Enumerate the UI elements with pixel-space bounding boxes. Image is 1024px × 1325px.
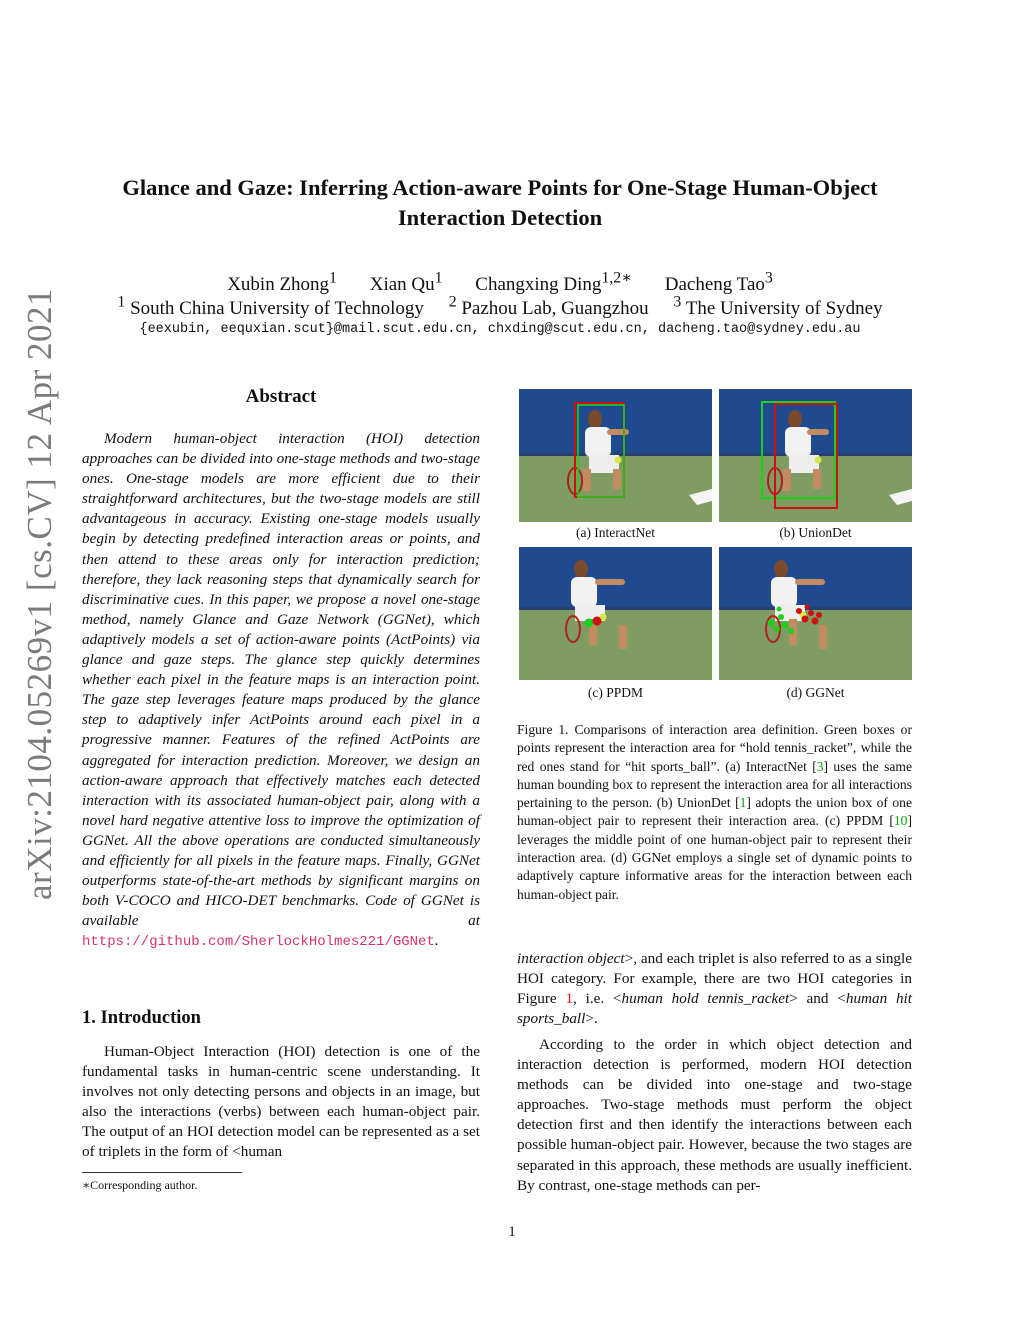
figure-caption: Figure 1. Comparisons of interaction area definition. Green boxes or points represent the interaction area for “hold tennis_racket”, while the red ones stand for “hit sports_ball”. (a) InteractNet [3] uses the same human bounding box to represent the interaction area for all interactions pertaining to the person. (b) UnionDet [1] adopts the union box of one human-object pair to represent their interaction area. (c) PPDM [10] leverages the middle point of one human-object pair to represent their interaction area. (d) GGNet employs a single set of dynamic points to adaptively capture informative areas for the interaction between each human-object pair.	[517, 722, 912, 902]
author: Xubin Zhong$^1$	[227, 270, 337, 296]
figure-panel-interactnet	[519, 389, 712, 522]
footnote: ∗Corresponding author.	[82, 1178, 198, 1192]
footnote-rule	[82, 1172, 242, 1173]
tennis-photo-c	[519, 547, 712, 680]
code-link[interactable]: https://github.com/SherlockHolmes221/GGNet	[82, 934, 435, 951]
figure-panel-ggnet	[719, 547, 912, 680]
intro-paragraph-2: According to the order in which object detection and interaction detection is performed, modern HOI detection methods can be divided into one-stage and two-stage approaches. Two-stage methods must perform the object detection first and then identify the interactions between each possible human-object pair. However, because the two stages are separated in this approach, these methods are usually inefficient. By contrast, one-stage methods can per-	[517, 1036, 912, 1194]
author: Changxing Ding$^{1,2∗}$	[475, 270, 632, 296]
abstract-heading: Abstract	[245, 386, 317, 407]
author: Dacheng Tao$^3$	[664, 270, 773, 296]
citation-link[interactable]: 10	[893, 813, 908, 829]
page-number: 1	[508, 1224, 516, 1240]
section-heading-introduction: 1. Introduction	[82, 1008, 201, 1028]
affiliation: $^2$ Pazhou Lab, Guangzhou	[448, 294, 649, 320]
figure-panel-ppdm	[519, 547, 712, 680]
figure-panel-uniondet	[719, 389, 912, 522]
author-list	[60, 268, 940, 296]
tennis-photo-a	[519, 389, 712, 522]
tennis-photo-d	[719, 547, 912, 680]
figure-ref-link[interactable]: 1	[565, 990, 574, 1008]
arxiv-stamp: arXiv:2104.05269v1 [cs.CV] 12 Apr 2021	[20, 287, 59, 900]
subcaption-c: (c) PPDM	[587, 685, 644, 700]
affiliation: $^3$ The University of Sydney	[673, 294, 883, 320]
title-line-2: Interaction Detection	[397, 205, 603, 230]
title-line-1: Glance and Gaze: Inferring Action-aware Points for One-Stage Human-Object	[122, 175, 878, 200]
paper-title	[60, 173, 940, 233]
affiliation-list	[60, 294, 940, 320]
abstract-body: Modern human-object interaction (HOI) detection approaches can be divided into one-stage methods and two-stage ones. One-stage models are more efficient due to their straightforward architectures, but the two-stage models are still advantageous in accuracy. Existing one-stage models usually begin by detecting predefined interaction areas or points, and then attend to these areas only for interaction prediction; therefore, they lack reasoning steps that dynamically search for discriminative cues. In this paper, we propose a novel one-stage method, namely Glance and Gaze Network (GGNet), which adaptively models a set of action-aware points (ActPoints) via glance and gaze steps. The glance step quickly determines whether each pixel in the feature maps is an interaction point. The gaze step leverages feature maps produced by the glance step to adaptively infer ActPoints around each pixel in a progressive manner. Features of the refined ActPoints are aggregated for interaction prediction. Moreover, we design an action-aware approach that effectively matches each detected interaction with its associated human-object pair, along with a novel hard negative attentive loss to improve the optimization of GGNet. All the above operations are conducted simultaneously and efficiently for all pixels in the feature maps. Finally, GGNet outperforms state-of-the-art methods by significant margins on both V-COCO and HICO-DET benchmarks. Code of GGNet is available at https://github.com/SherlockHolmes221/GGNet.	[82, 430, 480, 951]
subcaption-b: (b) UnionDet	[779, 525, 852, 540]
intro-paragraph-continued: interaction object>, and each triplet is also referred to as a single HOI category. For example, there are two HOI categories in Figure 1, i.e. <human hold tennis_racket> and <human hit sports_ball>.	[517, 950, 912, 1028]
tennis-photo-b	[719, 389, 912, 522]
affiliation: $^1$ South China University of Technology	[117, 294, 424, 320]
author: Xian Qu$^1$	[369, 270, 443, 296]
author-emails: {eexubin, eequxian.scut}@mail.scut.edu.cn, chxding@scut.edu.cn, dacheng.tao@sydney.edu.au	[139, 322, 861, 337]
subcaption-d: (d) GGNet	[786, 685, 845, 700]
citation-link[interactable]: 3	[816, 758, 824, 774]
subcaption-a: (a) InteractNet	[575, 525, 656, 540]
intro-paragraph: Human-Object Interaction (HOI) detection is one of the fundamental tasks in human-centric scene understanding. It involves not only detecting persons and objects in an image, but also the interactions (verbs) between each human-object pair. The output of an HOI detection model can be represented as a set of triplets in the form of <human	[82, 1043, 480, 1161]
citation-link[interactable]: 1	[739, 795, 747, 811]
